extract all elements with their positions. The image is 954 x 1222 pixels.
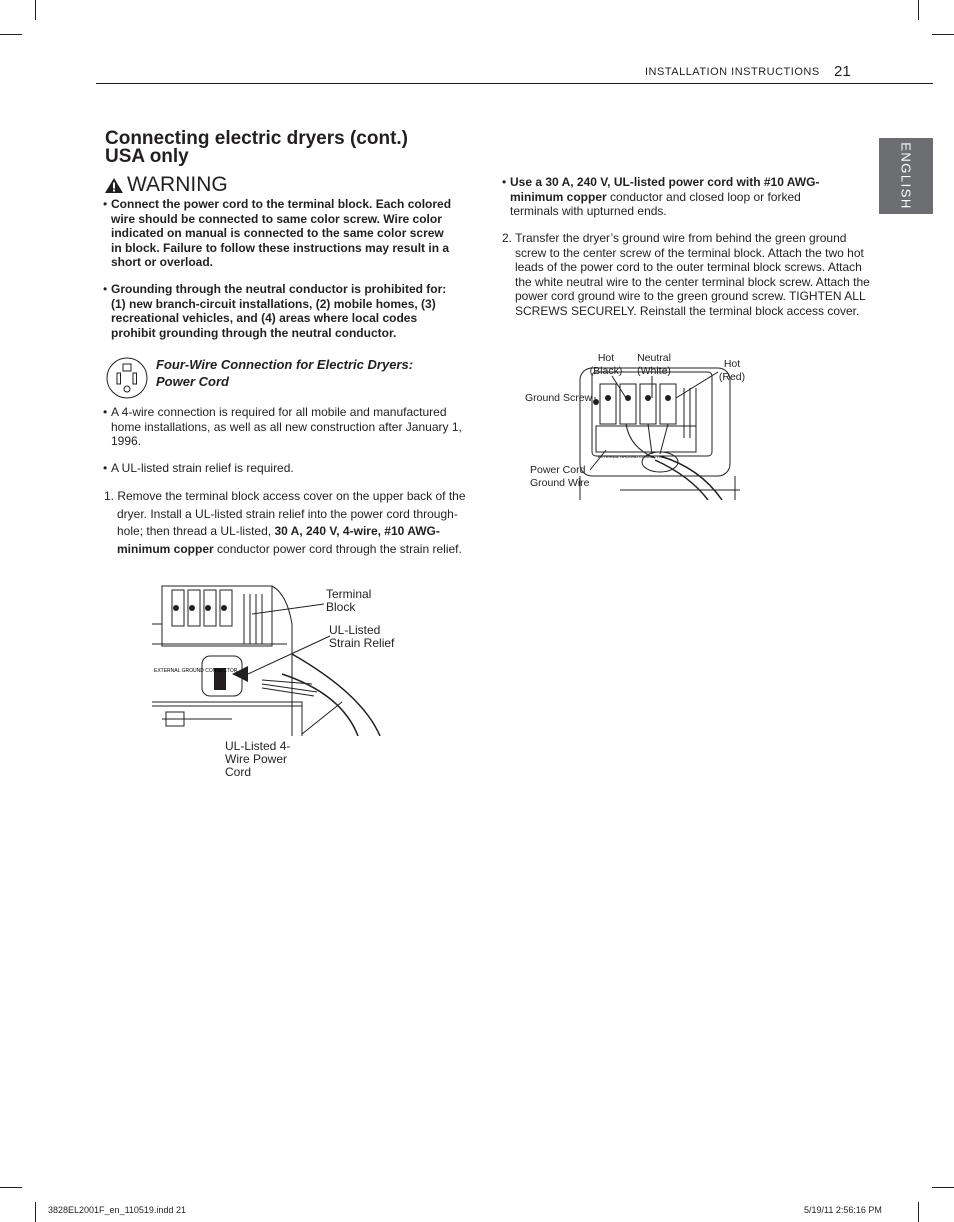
step-1 — [104, 488, 477, 558]
crop-mark — [0, 1187, 22, 1188]
four-prong-outlet-icon — [105, 356, 149, 400]
crop-mark — [932, 34, 954, 35]
right-bullet-1: • Use a 30 A, 240 V, UL-listed power cord with #10 AWG-minimum copper conductor and closed loop or forked terminals with upturned ends. — [502, 175, 820, 219]
title-line-2: USA only — [105, 146, 189, 167]
page-number: 21 — [834, 63, 851, 80]
page-title — [105, 130, 485, 166]
crop-mark — [35, 0, 36, 20]
warning-label: WARNING — [127, 173, 228, 196]
header-rule — [96, 83, 933, 84]
running-header: INSTALLATION INSTRUCTIONS — [645, 66, 820, 78]
language-tab — [879, 138, 933, 214]
crop-mark — [918, 1202, 919, 1222]
crop-mark — [932, 1187, 954, 1188]
warning-text-1: Connect the power cord to the terminal block. Each colored wire should be connected to same color screw. Wire color indicated on manual is connected to the same color screw in block. Failure to follow these instructions may result in a short or overload. — [111, 197, 452, 270]
fig2-label-ground-screw: Ground Screw — [525, 392, 593, 404]
info-text-1: A 4-wire connection is required for all mobile and manufactured home installations, as well as all new construction after January 1, 1996. — [111, 405, 462, 449]
fig1-label-power-cord: UL-Listed 4-Wire Power Cord — [225, 739, 291, 779]
language-tab-label: ENGLISH — [898, 142, 914, 210]
right-bullet-1-bold: Use a 30 A, 240 V, UL-listed power cord with #10 AWG-minimum copper — [510, 175, 820, 204]
title-line-1: Connecting electric dryers (cont.) — [105, 128, 409, 149]
fig2-plate-text: EXTERNAL GROUND CONNECTOR — [598, 454, 665, 459]
warning-bullet-2: • Grounding through the neutral conductor is prohibited for: (1) new branch-circuit installations, (2) mobile homes, (3) recreational vehicles, and (4) areas where local codes prohibit grounding through the neutral conductor. — [103, 282, 447, 340]
step-2-text: 2. Transfer the dryer’s ground wire from behind the green ground screw to the center screw of the terminal block. Attach the two hot leads of the power cord to the outer terminal block screws. Attach the white neutral wire to the center terminal block screw. Attach the power cord ground wire to the green ground screw. TIGHTEN ALL SCREWS SECURELY. Reinstall the terminal block access cover. — [502, 231, 870, 318]
right-bullet-1-rest: conductor and closed loop or forked terminals with upturned ends. — [510, 189, 801, 219]
crop-mark — [0, 34, 22, 35]
warning-bullet-1: • Connect the power cord to the terminal block. Each colored wire should be connected to same color screw. Wire color indicated on manual is connected to the same color screw in block. Failure to follow these instructions may result in a short or overload. — [103, 197, 452, 270]
warning-text-2: Grounding through the neutral conductor is prohibited for: (1) new branch-circuit installations, (2) mobile homes, (3) recreational vehicles, and (4) areas where local codes prohibit grounding through the neutral conductor. — [111, 282, 447, 340]
step-1-text-a: 1. Remove the terminal block access cover on the upper back of the dryer. Install a UL-listed strain relief into the power cord through-hole; then thread a UL-listed, — [104, 489, 466, 538]
step-2 — [502, 231, 875, 319]
footer-timestamp: 5/19/11 2:56:16 PM — [804, 1205, 882, 1215]
warning-heading — [104, 173, 228, 197]
info-bullet-2: • A UL-listed strain relief is required. — [103, 461, 294, 475]
fig2-label-power-cord-ground: Power Cord Ground Wire — [530, 464, 590, 489]
subsection-heading: Four-Wire Connection for Electric Dryers: Power Cord — [156, 357, 414, 389]
fig2-label-neutral-white: Neutral (White) — [637, 352, 671, 377]
fig1-plate-text: EXTERNAL GROUND CONNECTOR — [154, 668, 238, 674]
crop-mark — [35, 1202, 36, 1222]
step-1-spec: 30 A, 240 V, 4-wire, #10 AWG-minimum copper — [117, 524, 440, 556]
crop-mark — [918, 0, 919, 20]
info-text-2: A UL-listed strain relief is required. — [111, 461, 294, 475]
footer-file: 3828EL2001F_en_110519.indd 21 — [48, 1205, 186, 1215]
info-bullet-1: • A 4-wire connection is required for all mobile and manufactured home installations, as well as all new construction after January 1, 1996. — [103, 405, 462, 449]
fig1-label-strain-relief: UL-Listed Strain Relief — [329, 623, 395, 650]
fig1-label-terminal-block: Terminal Block — [326, 587, 372, 614]
step-1-text-c: conductor power cord through the strain relief. — [213, 541, 462, 556]
fig2-label-hot-red: Hot (Red) — [718, 358, 746, 383]
fig2-label-hot-black: Hot (Black) — [589, 352, 623, 377]
warning-triangle-icon — [104, 177, 124, 194]
